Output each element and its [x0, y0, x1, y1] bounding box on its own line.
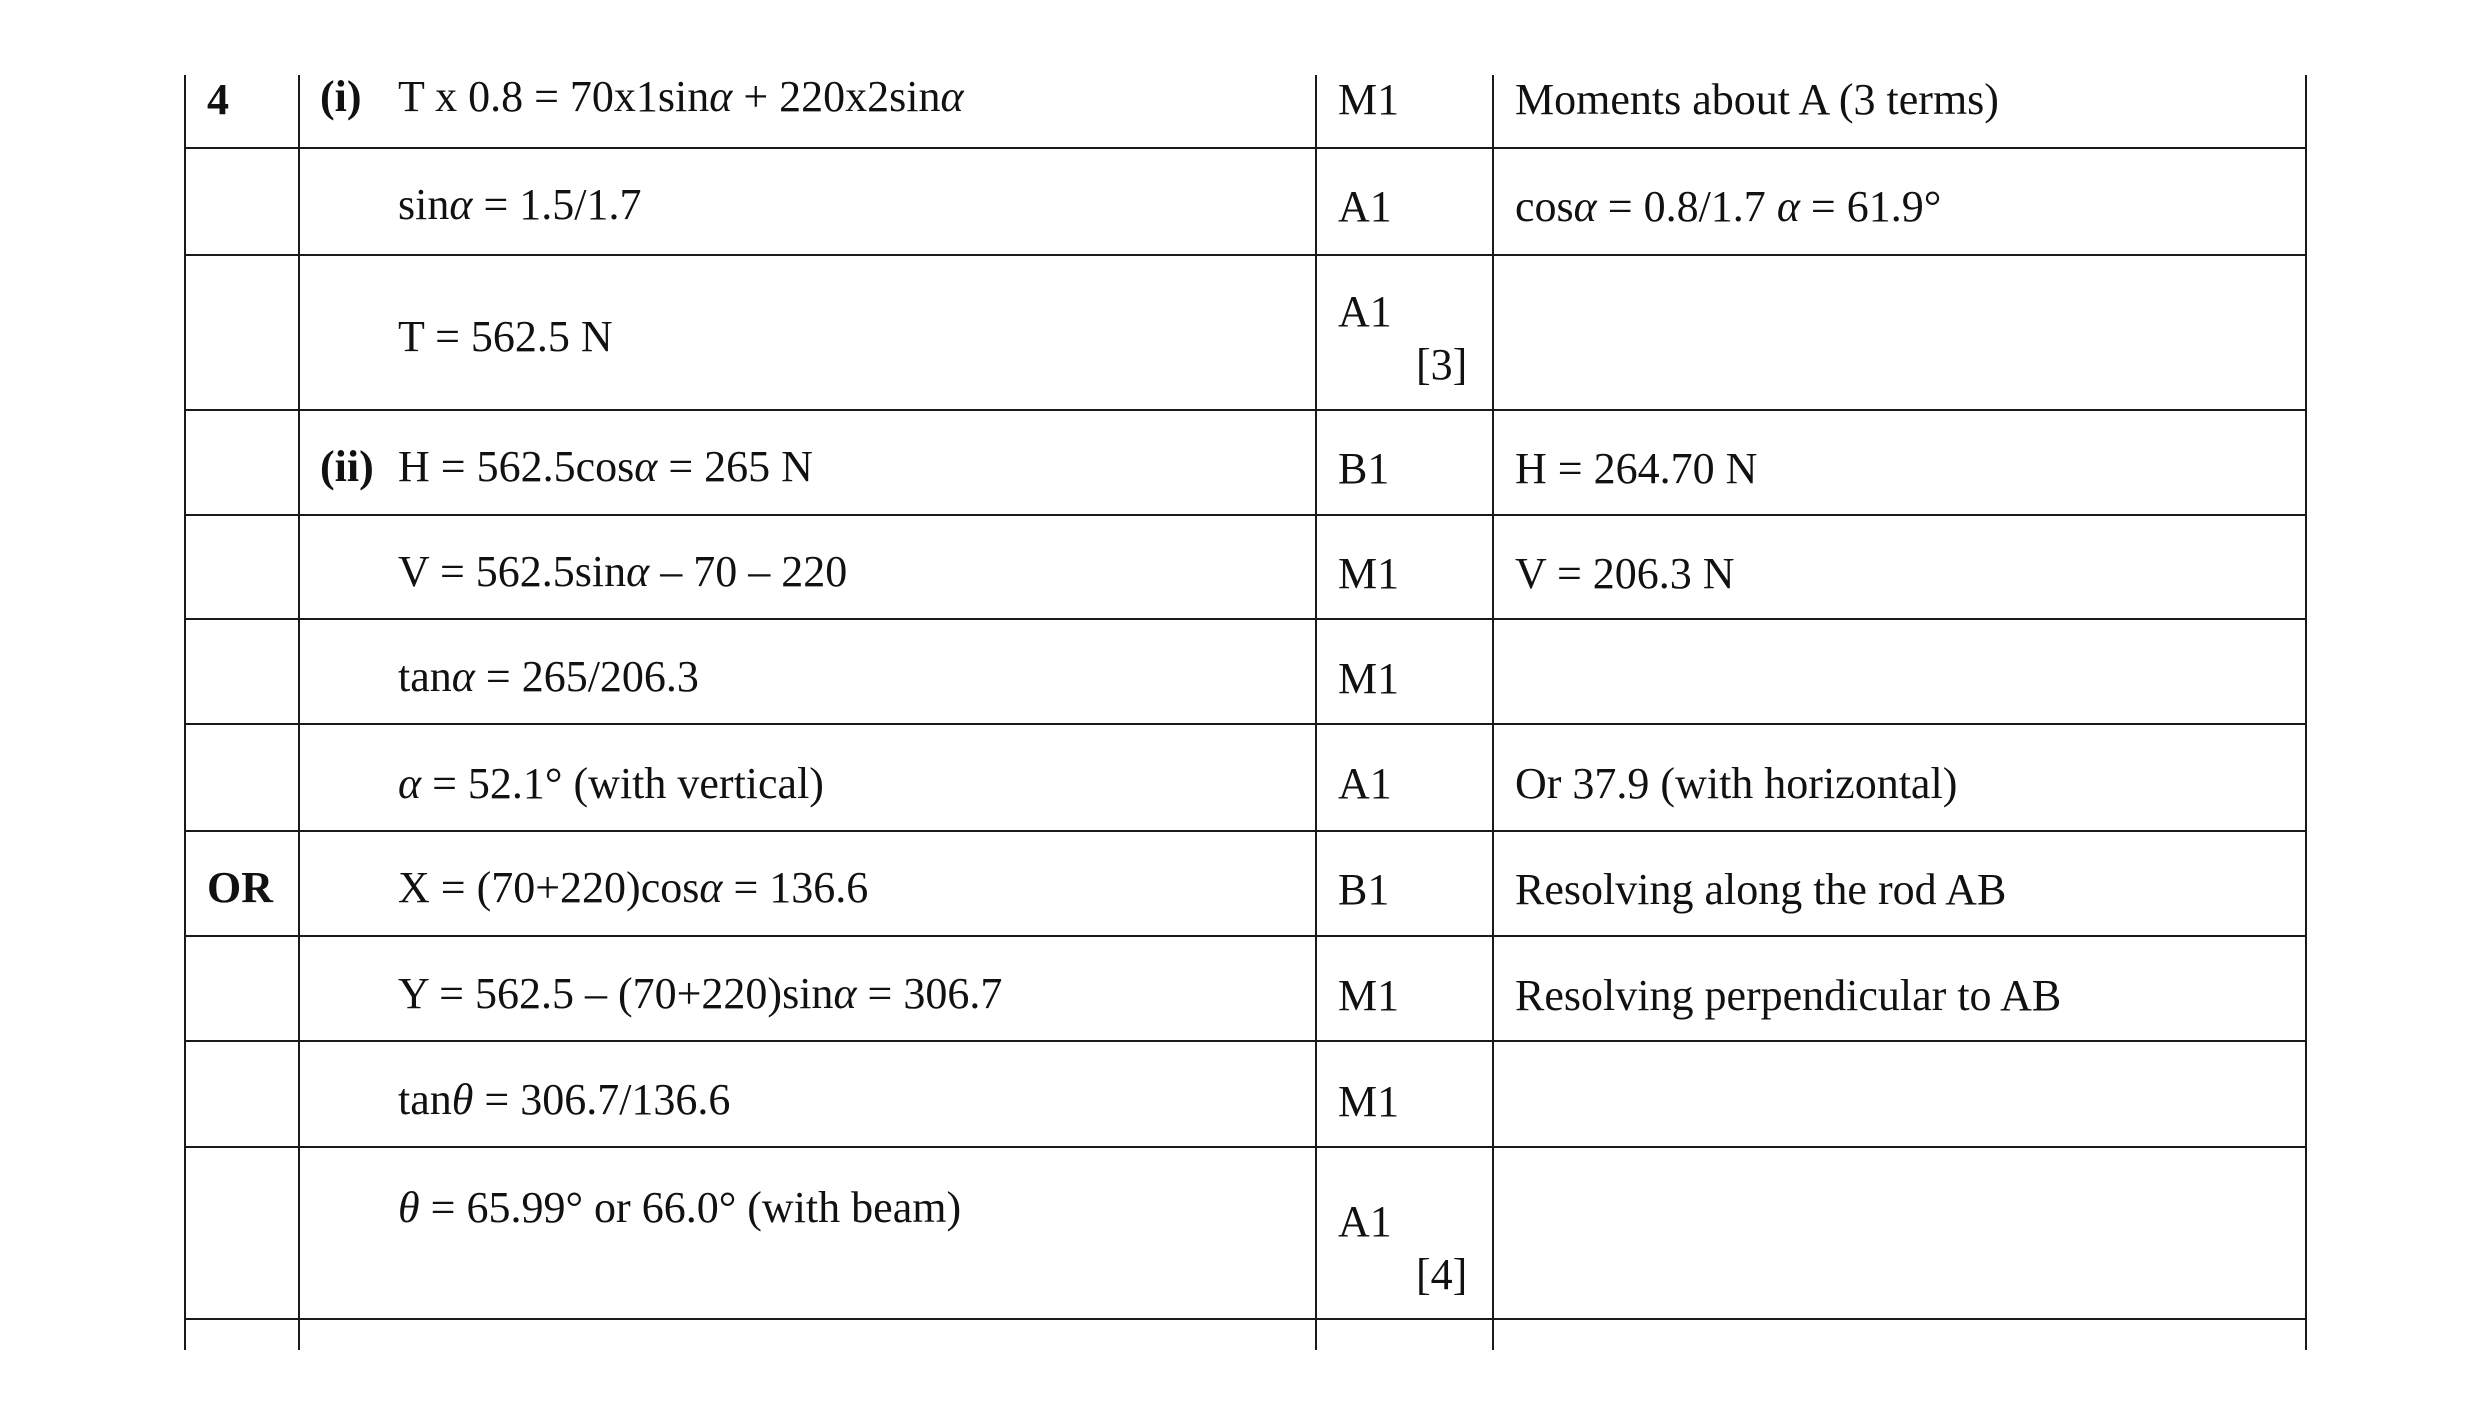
row-divider: [184, 618, 2307, 620]
part-total: [3]: [1416, 340, 1468, 389]
row-divider: [184, 1040, 2307, 1042]
part-label: (ii): [320, 442, 374, 491]
comment-text: Resolving perpendicular to AB: [1515, 971, 2062, 1020]
row-divider: [184, 514, 2307, 516]
column-divider-mark: [1315, 75, 1317, 1350]
table-border-left: [184, 75, 186, 1350]
row-divider: [184, 409, 2307, 411]
comment-text: V = 206.3 N: [1515, 549, 1735, 598]
mark-code: B1: [1338, 865, 1390, 914]
answer-text: Y = 562.5 – (70+220)sinα = 306.7: [398, 969, 1003, 1018]
answer-text: V = 562.5sinα – 70 – 220: [398, 547, 848, 596]
row-divider: [184, 1318, 2307, 1320]
comment-text: Or 37.9 (with horizontal): [1515, 759, 1958, 808]
mark-code: A1: [1338, 287, 1392, 336]
answer-text: T x 0.8 = 70x1sinα + 220x2sinα: [398, 72, 964, 121]
mark-code: M1: [1338, 654, 1400, 703]
part-label: (i): [320, 72, 362, 121]
mark-code: M1: [1338, 75, 1400, 124]
mark-code: A1: [1338, 182, 1392, 231]
comment-text: H = 264.70 N: [1515, 444, 1758, 493]
comment-text: cosα = 0.8/1.7 α = 61.9°: [1515, 182, 1942, 231]
mark-code: M1: [1338, 971, 1400, 1020]
answer-text: θ = 65.99° or 66.0° (with beam): [398, 1183, 962, 1232]
row-divider: [184, 830, 2307, 832]
row-divider: [184, 254, 2307, 256]
row-divider: [184, 935, 2307, 937]
answer-text: T = 562.5 N: [398, 312, 613, 361]
mark-code: A1: [1338, 759, 1392, 808]
question-number: 4: [207, 75, 229, 124]
answer-text: sinα = 1.5/1.7: [398, 180, 642, 229]
part-total: [4]: [1416, 1250, 1468, 1299]
mark-code: B1: [1338, 444, 1390, 493]
row-divider: [184, 723, 2307, 725]
mark-code: A1: [1338, 1197, 1392, 1246]
alternative-label: OR: [207, 863, 273, 912]
column-divider-comment: [1492, 75, 1494, 1350]
answer-text: α = 52.1° (with vertical): [398, 759, 824, 808]
comment-text: Resolving along the rod AB: [1515, 865, 2007, 914]
answer-text: X = (70+220)cosα = 136.6: [398, 863, 869, 912]
column-divider-part: [298, 75, 300, 1350]
comment-text: Moments about A (3 terms): [1515, 75, 1999, 124]
mark-code: M1: [1338, 549, 1400, 598]
answer-text: tanθ = 306.7/136.6: [398, 1075, 731, 1124]
answer-text: H = 562.5cosα = 265 N: [398, 442, 813, 491]
mark-code: M1: [1338, 1077, 1400, 1126]
row-divider: [184, 147, 2307, 149]
table-border-right: [2305, 75, 2307, 1350]
row-divider: [184, 1146, 2307, 1148]
answer-text: tanα = 265/206.3: [398, 652, 699, 701]
